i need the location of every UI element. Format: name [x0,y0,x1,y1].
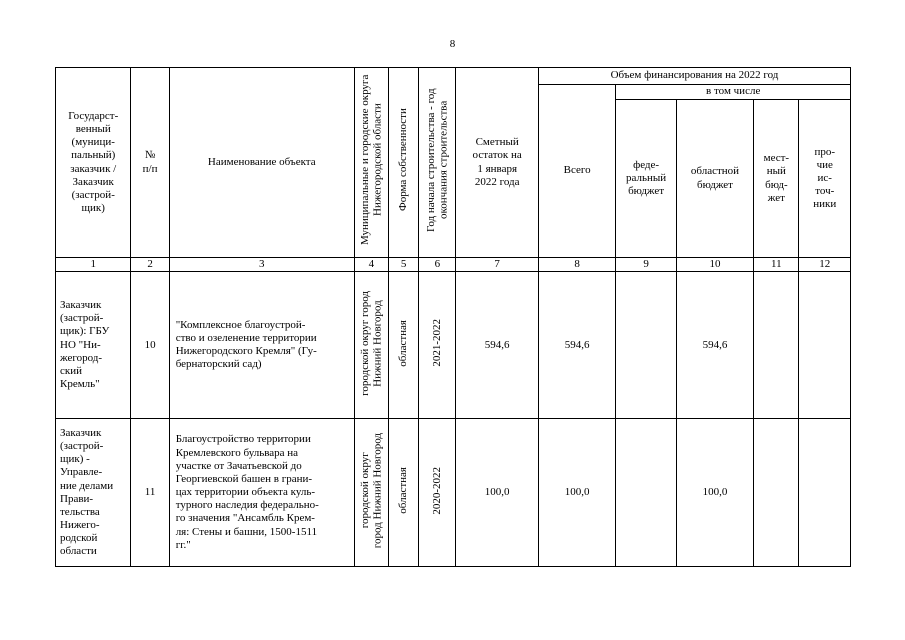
table-row [56,272,851,419]
header-remaining: Сметный остаток на 1 января 2022 года [456,68,539,258]
cell-federal [616,272,676,419]
cell-customer: Заказчик (застрой- щик) - Управле- ние делами Прави- тельства Нижего- родской области [56,419,131,567]
cell-remaining: 100,0 [456,419,539,567]
column-number: 4 [354,258,388,272]
column-number: 3 [169,258,354,272]
column-number: 10 [676,258,753,272]
cell-number: 11 [131,419,169,567]
column-numbers-row [56,258,851,272]
column-number: 12 [799,258,851,272]
cell-regional: 594,6 [676,272,753,419]
column-number: 5 [389,258,419,272]
cell-years: 2020-2022 [419,419,456,567]
cell-ownership: областная [389,272,419,419]
cell-total: 100,0 [538,419,615,567]
header-local: мест- ный бюд- жет [754,100,799,258]
cell-customer: Заказчик (застрой- щик): ГБУ НО "Ни- жегород- ский Кремль" [56,272,131,419]
table-row [56,419,851,567]
header-including: в том числе [616,85,851,100]
cell-years: 2021-2022 [419,272,456,419]
page-number: 8 [449,38,456,50]
cell-ownership: областная [389,419,419,567]
header-customer: Государст- венный (муници- пальный) заказчик / Заказчик (застрой- щик) [56,68,131,258]
cell-total: 594,6 [538,272,615,419]
cell-other [799,419,851,567]
header-object-name: Наименование объекта [169,68,354,258]
column-number: 9 [616,258,676,272]
header-financing: Объем финансирования на 2022 год [538,68,850,85]
header-ownership: Форма собственности [389,68,419,258]
column-number: 2 [131,258,169,272]
cell-object-name: Благоустройство территории Кремлевского бульвара на участке от Зачатьевской до Георгиевской башен в грани- цах территории объекта куль- турного наследия федерально- го значения "Ансамбль Крем- ля: Стены и башни, 1500-1511 гг." [169,419,354,567]
column-number: 1 [56,258,131,272]
cell-remaining: 594,6 [456,272,539,419]
header-municipality: Муниципальные и городские округа Нижегородской области [354,68,388,258]
cell-local [754,272,799,419]
header-regional: областной бюджет [676,100,753,258]
cell-local [754,419,799,567]
header-years: Год начала строительства - год окончания строительства [419,68,456,258]
header-total: Всего [538,85,615,258]
cell-object-name: "Комплексное благоустрой- ство и озеленение территории Нижегородского Кремля" (Гу- бернаторский сад) [169,272,354,419]
cell-federal [616,419,676,567]
financing-table [55,67,851,567]
header-federal: феде- ральный бюджет [616,100,676,258]
cell-regional: 100,0 [676,419,753,567]
cell-municipality: городской округ город Нижний Новгород [354,419,388,567]
column-number: 8 [538,258,615,272]
column-number: 11 [754,258,799,272]
cell-other [799,272,851,419]
header-other: про- чие ис- точ- ники [799,100,851,258]
header-number: № п/п [131,68,169,258]
column-number: 7 [456,258,539,272]
cell-municipality: городской округ город Нижний Новгород [354,272,388,419]
column-number: 6 [419,258,456,272]
cell-number: 10 [131,272,169,419]
